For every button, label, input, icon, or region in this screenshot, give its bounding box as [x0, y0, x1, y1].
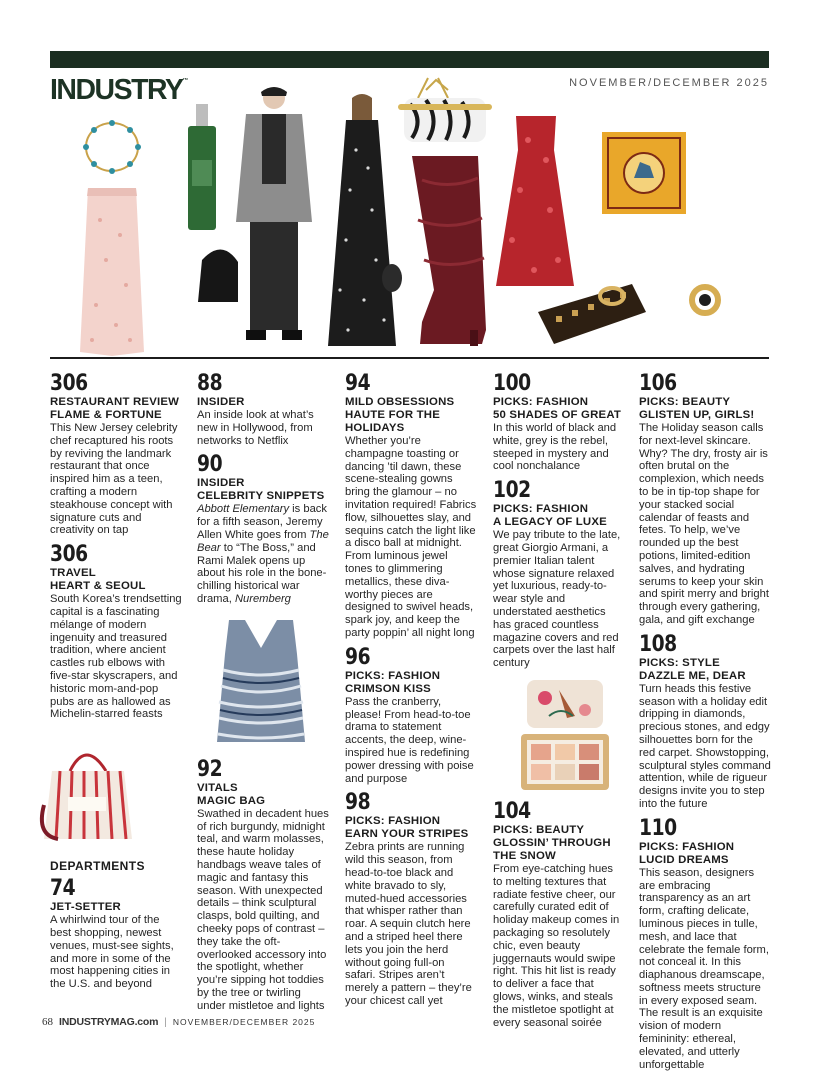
section-category: PICKS: FASHION: [493, 503, 589, 516]
article-headline: LUCID DREAMS: [639, 853, 729, 866]
toc-entry[interactable]: [345, 646, 477, 786]
article-headline: CELEBRITY SNIPPETS: [197, 490, 325, 503]
article-description: In this world of black and white, grey is the rebel, steeped in mystery and cool nonchalance: [493, 422, 617, 473]
zebra-clutch-image: [398, 78, 492, 142]
hero-collage: [50, 90, 769, 358]
polka-dot-gown-model-image: [328, 94, 402, 346]
article-description: From eye-catching hues to melting textures that radiate festive cheer, our carefully curated edit of holiday makeup comes in packaging so resolutely chic, even beauty juggernauts would swipe right. This hit list is ready to deliver a face that glows, winks, and steals the mistletoe spotlight at every seasonal soirée: [493, 862, 620, 1029]
page-number: 306: [50, 542, 88, 568]
article-description: A whirlwind tour of the best shopping, newest venues, must-see sights, and more in some of the most happening cities in the U.S. and beyond: [50, 914, 174, 991]
floral-compact-image: [527, 680, 603, 728]
section-category: INSIDER: [197, 396, 245, 408]
article-description: This New Jersey celebrity chef recaptured his roots by reviving the landmark restaurant that once inspired him as a teen, crafting a modern steakhouse concept with signature cuts and creativity on tap: [50, 422, 178, 537]
section-category: PICKS: BEAUTY: [639, 396, 731, 408]
section-category: VITALS: [197, 781, 238, 794]
article-description: Pass the cranberry, please! From head-to-toe drama to statement accents, the deep, wine-inspired hue is redefining power dressing with poise and purpose: [345, 695, 474, 785]
issue-date: NOVEMBER/DECEMBER 2025: [569, 77, 769, 89]
page-number: 106: [639, 371, 677, 396]
serum-bottle-image: [188, 104, 216, 230]
section-category: RESTAURANT REVIEW: [50, 396, 180, 408]
article-description: Zebra prints are running wild this season, from head-to-toe black and white bravado to sly, muted-hued accessories that whisper rather than roar. A sequin clutch here and a striped heel there lets you join the herd without going full-on safari. Stripes aren’t merely a pattern – they’re your chicest call yet: [345, 841, 472, 1007]
page-footer: [42, 1016, 315, 1028]
toc-entry[interactable]: [639, 372, 771, 627]
toc-entry[interactable]: [50, 543, 182, 721]
page-number: 98: [345, 790, 371, 816]
red-sequin-dress-image: [496, 116, 574, 286]
toc-entry[interactable]: [50, 877, 182, 991]
description-text: is back for a fifth season, Jeremy Allen White goes from: [197, 503, 327, 541]
toc-entry[interactable]: [197, 372, 329, 447]
article-headline: CRIMSON KISS: [345, 682, 431, 695]
page-number: 92: [197, 756, 223, 782]
page-number: 88: [197, 371, 223, 396]
section-category: PICKS: FASHION: [493, 396, 589, 408]
article-headline: 50 SHADES OF GREAT: [493, 409, 622, 421]
blush-palette-image: [521, 734, 609, 790]
column-2: [197, 372, 329, 1019]
toc-entry[interactable]: [50, 372, 182, 537]
page-number: 108: [639, 631, 677, 657]
article-headline: HEART & SEOUL: [50, 580, 146, 593]
sequin-skirt-image: [80, 188, 144, 356]
burgundy-boot-image: [412, 156, 486, 346]
silk-scarf-image: [602, 132, 686, 214]
page-number: 94: [345, 371, 371, 396]
section-category: PICKS: STYLE: [639, 656, 720, 669]
article-description: An inside look at what’s new in Hollywood, from networks to Netflix: [197, 409, 314, 447]
article-headline: FLAME & FORTUNE: [50, 409, 162, 421]
page-number: 100: [493, 371, 531, 396]
show-title: The Bear: [197, 528, 329, 554]
section-category: TRAVEL: [50, 567, 96, 580]
column-1: [50, 372, 182, 997]
striped-tank-top-image: [201, 614, 321, 752]
page-number: 90: [197, 452, 223, 478]
toc-entry[interactable]: [345, 372, 477, 640]
column-5: [639, 372, 771, 1077]
description-text: to “The Boss,” and Rami Malek opens up about his role in the bone-chilling historical war drama,: [197, 541, 327, 605]
gold-rings-image: [538, 284, 718, 344]
article-description: Swathed in decadent hues of rich burgundy, midnight teal, and warm molasses, these haute holiday handbags weave tales of magic and fantasy this season. With unexpected details – think sculptural clasps, bold quilting, and cheeky pops of contrast – they take the oft-overlooked accessory into the spotlight, whether you’re sipping hot toddies by the tree or twirling under mistletoe and lights: [197, 807, 329, 1012]
section-category: MILD OBSESSIONS: [345, 396, 455, 408]
show-title: Abbott Elementary: [197, 503, 290, 516]
section-category: PICKS: FASHION: [345, 815, 441, 828]
departments-label: DEPARTMENTS: [50, 859, 145, 874]
section-category: PICKS: FASHION: [345, 669, 441, 682]
page-number: 74: [50, 876, 76, 902]
article-headline: JET-SETTER: [50, 901, 121, 914]
section-category: PICKS: FASHION: [639, 840, 735, 853]
article-headline: MAGIC BAG: [197, 794, 266, 807]
footer-issue-date: NOVEMBER/DECEMBER 2025: [172, 1017, 316, 1027]
tote-bag-image: [36, 735, 136, 847]
article-headline: HAUTE FOR THE HOLIDAYS: [345, 409, 440, 434]
toc-entry[interactable]: [345, 791, 477, 1007]
page-number: 110: [639, 815, 677, 841]
toc-entry[interactable]: [197, 453, 329, 605]
top-bar: [50, 51, 769, 68]
article-description: South Korea’s trendsetting capital is a fascinating mélange of modern ingenuity and treasured tradition, where ancient castles rub elbows with five-star skyscrapers, and historic mom-and-pop pubs are as hallowed as Michelin-starred feasts: [50, 593, 182, 721]
column-4: [493, 372, 625, 1035]
article-description: The Holiday season calls for next-level skincare. Why? The dry, frosty air is often brutal on the complexion, which needs to be in tip-top shape for your stacked social calendar of feasts and fetes. To help, we’ve rounded up the best potions, limited-edition salves, and hydrating serums to keep your skin and spirit merry and bright through every gathering, gala, and gift exchange: [639, 422, 769, 626]
film-title: Nuremberg: [234, 592, 291, 605]
column-3: [345, 372, 477, 1014]
section-category: INSIDER: [197, 477, 245, 490]
article-headline: EARN YOUR STRIPES: [345, 828, 469, 841]
article-description: We pay tribute to the late, great Giorgio Armani, a premier Italian talent whose signature relaxed yet luxurious, ready-to-wear style and understated aesthetics has graced countless magazine covers and red carpets over the last half century: [493, 529, 621, 670]
toc-entry[interactable]: [639, 633, 771, 811]
bracelet-image: [83, 120, 141, 174]
article-headline: GLISTEN UP, GIRLS!: [639, 409, 755, 421]
article-description: Turn heads this festive season with a holiday edit dripping in diamonds, precious stones, and edgy silhouettes born for the red carpet. Showstopping, sculptural styles command attention, while de rigueur designs invite you to step into the future: [639, 682, 771, 810]
folio-page-number: 68: [42, 1016, 53, 1028]
toc-entry[interactable]: [493, 372, 625, 473]
section-divider: [50, 357, 769, 359]
article-headline: GLOSSIN’ THROUGH THE SNOW: [493, 836, 611, 862]
logo-trademark: ™: [182, 78, 189, 84]
website-link[interactable]: INDUSTRYMAG.com: [59, 1016, 159, 1028]
toc-entry[interactable]: [493, 479, 625, 670]
logo-text: INDUSTRY: [50, 74, 183, 106]
article-headline: A LEGACY OF LUXE: [493, 516, 607, 529]
toc-entry[interactable]: [197, 758, 329, 1013]
toc-entry[interactable]: [639, 817, 771, 1072]
makeup-products-image: [515, 676, 625, 794]
article-description: [197, 503, 329, 605]
page-number: 306: [50, 371, 88, 396]
page-number: 104: [493, 798, 531, 824]
toc-entry[interactable]: [493, 800, 625, 1029]
page-number: 96: [345, 644, 371, 670]
article-description: This season, designers are embracing transparency as an art form, crafting delicate, luminous pieces in tulle, mesh, and lace that celebrate the female form, not conceal it. In this diaphanous dreamscape, softness meets structure in every exposed seam. The result is an exquisite vision of modern femininity: ethereal, elevated, and utterly unforgettable: [639, 866, 769, 1071]
page-number: 102: [493, 478, 531, 504]
article-description: Whether you’re champagne toasting or dancing ’til dawn, these scene-stealing gowns bring the glamour – no invitation required! Fabrics flow, silhouettes slay, and sequins catch the light like a disco ball at midnight. From luminous jewel tones to glimmering metallics, these diva-worthy pieces are designed to swivel heads, spark joy, and keep the party poppin’ all night long: [345, 435, 477, 639]
footer-separator: |: [164, 1016, 167, 1028]
article-headline: DAZZLE ME, DEAR: [639, 669, 746, 682]
section-category: PICKS: BEAUTY: [493, 823, 585, 836]
